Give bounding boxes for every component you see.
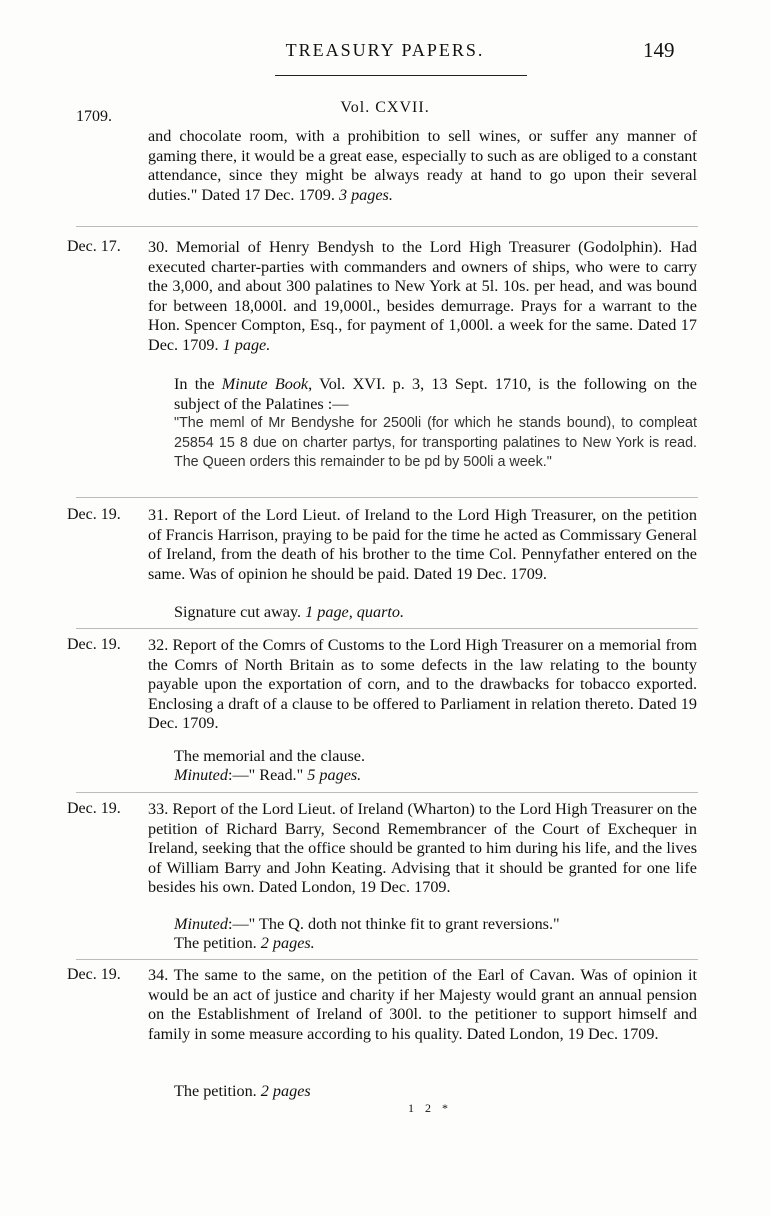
entry-date: Dec. 19. — [67, 800, 121, 817]
entry-sub — [174, 934, 315, 954]
entry-divider — [76, 226, 698, 227]
entry-30 — [148, 238, 697, 355]
minute-book-quote: "The meml of Mr Bendyshe for 2500li (for which he stands bound), to compleat 25854 15 8 due on charter partys, for transporting palatines to New York is read. The Queen orders this remainder to be pd by 500li a week." — [174, 415, 697, 470]
minuted-text: :—" Read." — [227, 766, 304, 784]
entry-pages: 1 page, quarto. — [305, 603, 405, 621]
entry-text: 32. Report of the Comrs of Customs to the Lord High Treasurer on a memorial from the Comrs of North Britain as to some defects in the law relating to the bounty payable upon the exportation of corn, and to the drawbacks for tobacco exported. Enclosing a draft of a clause to be offered to Parliament in relation thereto. Dated 19 Dec. 1709. — [148, 636, 697, 732]
entry-sub-text: The petition. — [174, 1082, 257, 1100]
entry-minuted — [174, 766, 361, 786]
entry-33 — [148, 800, 697, 898]
intro-text: and chocolate room, with a prohibition to sell wines, or suffer any manner of gaming there, it would be a great ease, especially to such as are obliged to a constant attendance, since they might be always ready at hand to go upon their several duties." Dated 17 Dec. 1709. — [148, 127, 697, 204]
entry-divider — [76, 497, 698, 498]
entry-text: 30. Memorial of Henry Bendysh to the Lord High Treasurer (Godolphin). Had executed charter-parties with commanders and owners of ships, who were to carry the 3,000, and about 300 palatines to New York at 5l. 10s. per head, and was bound for between 18,000l. and 19,000l., besides demurrage. Prays for a warrant to the Hon. Spencer Compton, Esq., for payment of 1,000l. a week for the same. Dated 17 Dec. 1709. — [148, 238, 697, 354]
header-rule — [275, 75, 527, 76]
entry-text: 31. Report of the Lord Lieut. of Ireland to the Lord High Treasurer, on the petition of Francis Harrison, praying to be paid for the time he acted as Commissary General of Ireland, from the death of his brother to the time Col. Pennyfather entered on the same. Was of opinion he should be paid. Dated 19 Dec. 1709. — [148, 506, 697, 583]
minuted-label: Minuted — [174, 766, 228, 784]
entry-sub-text: The memorial and the clause. — [174, 747, 366, 765]
minuted-text: :—" The Q. doth not thinke fit to grant reversions." — [227, 915, 560, 933]
entry-sub — [174, 603, 404, 623]
entry-minuted — [174, 915, 560, 935]
entry-date: Dec. 17. — [67, 238, 121, 255]
entry-pages: 5 pages. — [307, 766, 362, 784]
intro-pages: 3 pages. — [338, 185, 393, 204]
intro-paragraph — [148, 127, 697, 205]
entry-sub-text: Signature cut away. — [174, 603, 302, 621]
entry-32 — [148, 636, 697, 734]
note-lead: In the — [174, 375, 215, 393]
volume-heading: Vol. CXVII. — [340, 99, 430, 116]
entry-pages: 2 pages — [260, 1082, 311, 1100]
entry-pages: 2 pages. — [260, 934, 315, 952]
note-book-title: Minute Book — [221, 375, 309, 393]
entry-pages: 1 page. — [222, 335, 271, 354]
page-number: 149 — [643, 38, 675, 62]
entry-divider — [76, 792, 698, 793]
note-text: , Vol. XVI. p. 3, 13 Sept. 1710, is the following on the subject of the Palatines :— — [174, 375, 697, 413]
entry-date: Dec. 19. — [67, 966, 121, 983]
entry-text: 34. The same to the same, on the petition of the Earl of Cavan. Was of opinion it would be an act of justice and charity if her Majesty would grant an annual pension on the Establishment of Ireland of 300l. to the petitioner to support himself and family in some measure according to his quality. Dated London, 19 Dec. 1709. — [148, 966, 697, 1043]
entry-note — [174, 375, 697, 414]
signature-mark: 1 2 * — [408, 1101, 452, 1115]
margin-year: 1709. — [76, 108, 112, 125]
entry-sub — [174, 1082, 311, 1102]
minuted-label: Minuted — [174, 915, 228, 933]
running-title: TREASURY PAPERS. — [285, 40, 485, 60]
entry-date: Dec. 19. — [67, 506, 121, 523]
entry-text: 33. Report of the Lord Lieut. of Ireland (Wharton) to the Lord High Treasurer on the petition of Richard Barry, Second Remembrancer of the Court of Exchequer in Ireland, seeking that the office should be granted to him during his life, and the lives of William Barry and John Keating. Advising that it should be granted for one life besides his own. Dated London, 19 Dec. 1709. — [148, 800, 697, 896]
entry-divider — [76, 959, 698, 960]
entry-34 — [148, 966, 697, 1044]
entry-31 — [148, 506, 697, 584]
entry-divider — [76, 628, 698, 629]
entry-date: Dec. 19. — [67, 636, 121, 653]
entry-sub-text: The petition. — [174, 934, 257, 952]
